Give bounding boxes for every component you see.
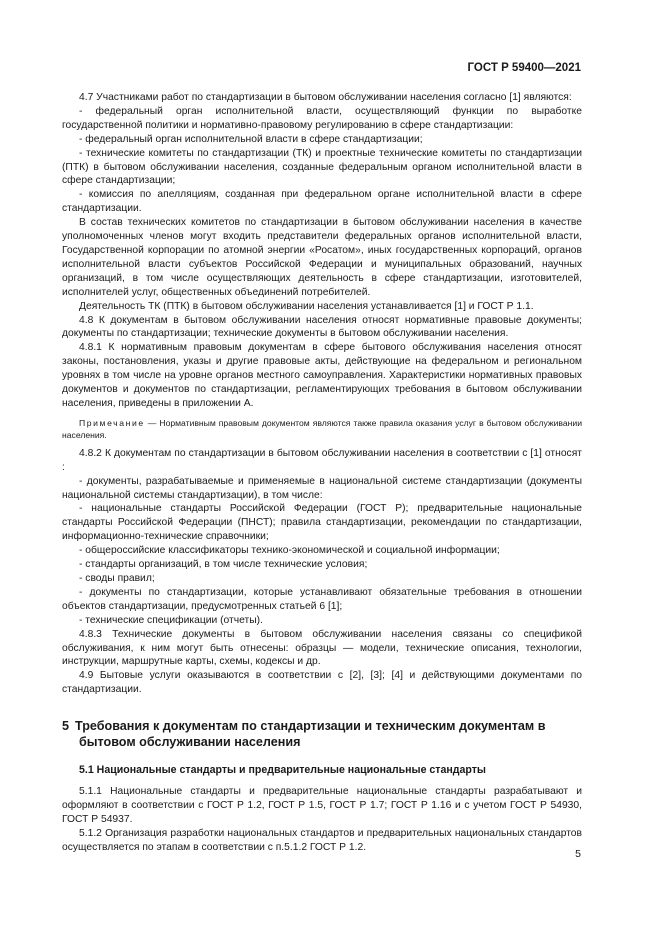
note-text: — Нормативным правовым документом являются также правила оказания услуг в бытовом обслуживании населения. <box>62 417 582 440</box>
paragraph-tk-activity: Деятельность ТК (ПТК) в бытовом обслуживании населения устанавливается [1] и ГОСТ Р 1.1. <box>79 300 534 312</box>
list-item: - общероссийские классификаторы технико-экономической и социальной информации; <box>79 545 500 557</box>
section-5-title: Требования к документам по стандартизации и техническим документам в бытовом обслуживании населения <box>75 719 546 749</box>
list-item: - федеральный орган исполнительной власти в сфере стандартизации; <box>79 133 423 145</box>
list-item: - стандарты организаций, в том числе технические условия; <box>79 559 368 571</box>
main-content <box>62 91 582 855</box>
list-item: - документы, разрабатываемые и применяемые в национальной системе стандартизации (документы национальной системы стандартизации), в том числе: <box>62 475 582 501</box>
paragraph-5-1-1: 5.1.1 Национальные стандарты и предварительные национальные стандарты разрабатывают и оформляют в соответствии с ГОСТ Р 1.2, ГОСТ Р 1.5, ГОСТ Р 1.7; ГОСТ Р 1.16 и с учетом ГОСТ Р 54930, ГОСТ Р 54937. <box>62 786 582 826</box>
note <box>62 417 582 441</box>
page-number: 5 <box>575 848 581 860</box>
paragraph-5-1-2: 5.1.2 Организация разработки национальных стандартов и предварительных национальных стандартов осуществляется по этапам в соответствии с п.5.1.2 ГОСТ Р 1.2. <box>62 828 582 853</box>
subsection-5-1-heading: 5.1 Национальные стандарты и предварительные национальные стандарты <box>79 764 486 777</box>
paragraph-4-8-2: 4.8.2 К документам по стандартизации в бытовом обслуживании населения в соответствии с [1] относят : <box>62 447 582 473</box>
paragraph-4-7: 4.7 Участниками работ по стандартизации в бытовом обслуживании населения согласно [1] являются: <box>79 92 572 103</box>
list-item: - технические комитеты по стандартизации (ТК) и проектные технические комитеты по стандартизации (ПТК) в бытовом обслуживании населения, созданные федеральным органом исполнительной власти в сфере стандартизации; <box>62 147 582 187</box>
paragraph-tk-membership: В состав технических комитетов по стандартизации в бытовом обслуживании населения в качестве уполномоченных членов могут входить представители федеральных органов исполнительной власти, Государственной корпорации по атомной энергии «Росатом», иных государственных корпораций, органов исполнительной власти субъектов Российской Федерации и муниципальных образований, научных организаций, в том числе осуществляющих деятельность в сфере стандартизации, изготовителей, исполнителей услуг, общественных объединений потребителей. <box>62 217 582 298</box>
list-item: - комиссия по апелляциям, созданная при федеральном органе исполнительной власти в сфере стандартизации. <box>62 189 582 215</box>
paragraph-4-8: 4.8 К документам в бытовом обслуживании населения относят нормативные правовые документы; документы по стандартизации; технические документы в бытовом обслуживании населения. <box>62 314 582 340</box>
list-item: - национальные стандарты Российской Федерации (ГОСТ Р); предварительные национальные стандарты Российской Федерации (ПНСТ); правила стандартизации, рекомендации по стандартизации, информационно-технические справочники; <box>62 503 582 543</box>
list-item: - федеральный орган исполнительной власти, осуществляющий функции по выработке государственной политики и нормативно-правовому регулированию в сфере стандартизации: <box>62 105 582 131</box>
paragraph-4-8-3: 4.8.3 Технические документы в бытовом обслуживании населения связаны со спецификой обслуживания, к ним могут быть отнесены: образцы — модели, технические описания, технологии, инструкции, маршрутные карты, схемы, кодексы и др. <box>62 628 582 668</box>
document-id-header: ГОСТ Р 59400—2021 <box>467 62 581 74</box>
paragraph-4-9: 4.9 Бытовые услуги оказываются в соответствии с [2], [3]; [4] и действующими документами по стандартизации. <box>62 670 582 696</box>
paragraph-4-8-1: 4.8.1 К нормативным правовым документам в сфере бытового обслуживания населения относят законы, постановления, указы и другие правовые акты, действующие на федеральном и региональном уровнях в том числе на уровне органов местного самоуправления. Характеристики нормативных правовых документов и документов по стандартизации, регламентирующих требования в бытовом обслуживании населения, приведены в приложении А. <box>62 342 582 409</box>
section-5-number: 5 <box>62 719 70 734</box>
list-item: - документы по стандартизации, которые устанавливают обязательные требования в отношении объектов стандартизации, предусмотренных статьей 6 [1]; <box>62 586 582 612</box>
section-5-heading <box>62 719 582 750</box>
list-item: - своды правил; <box>79 573 155 584</box>
list-item: - технические спецификации (отчеты). <box>79 614 263 626</box>
note-label: Примечание <box>79 417 145 428</box>
